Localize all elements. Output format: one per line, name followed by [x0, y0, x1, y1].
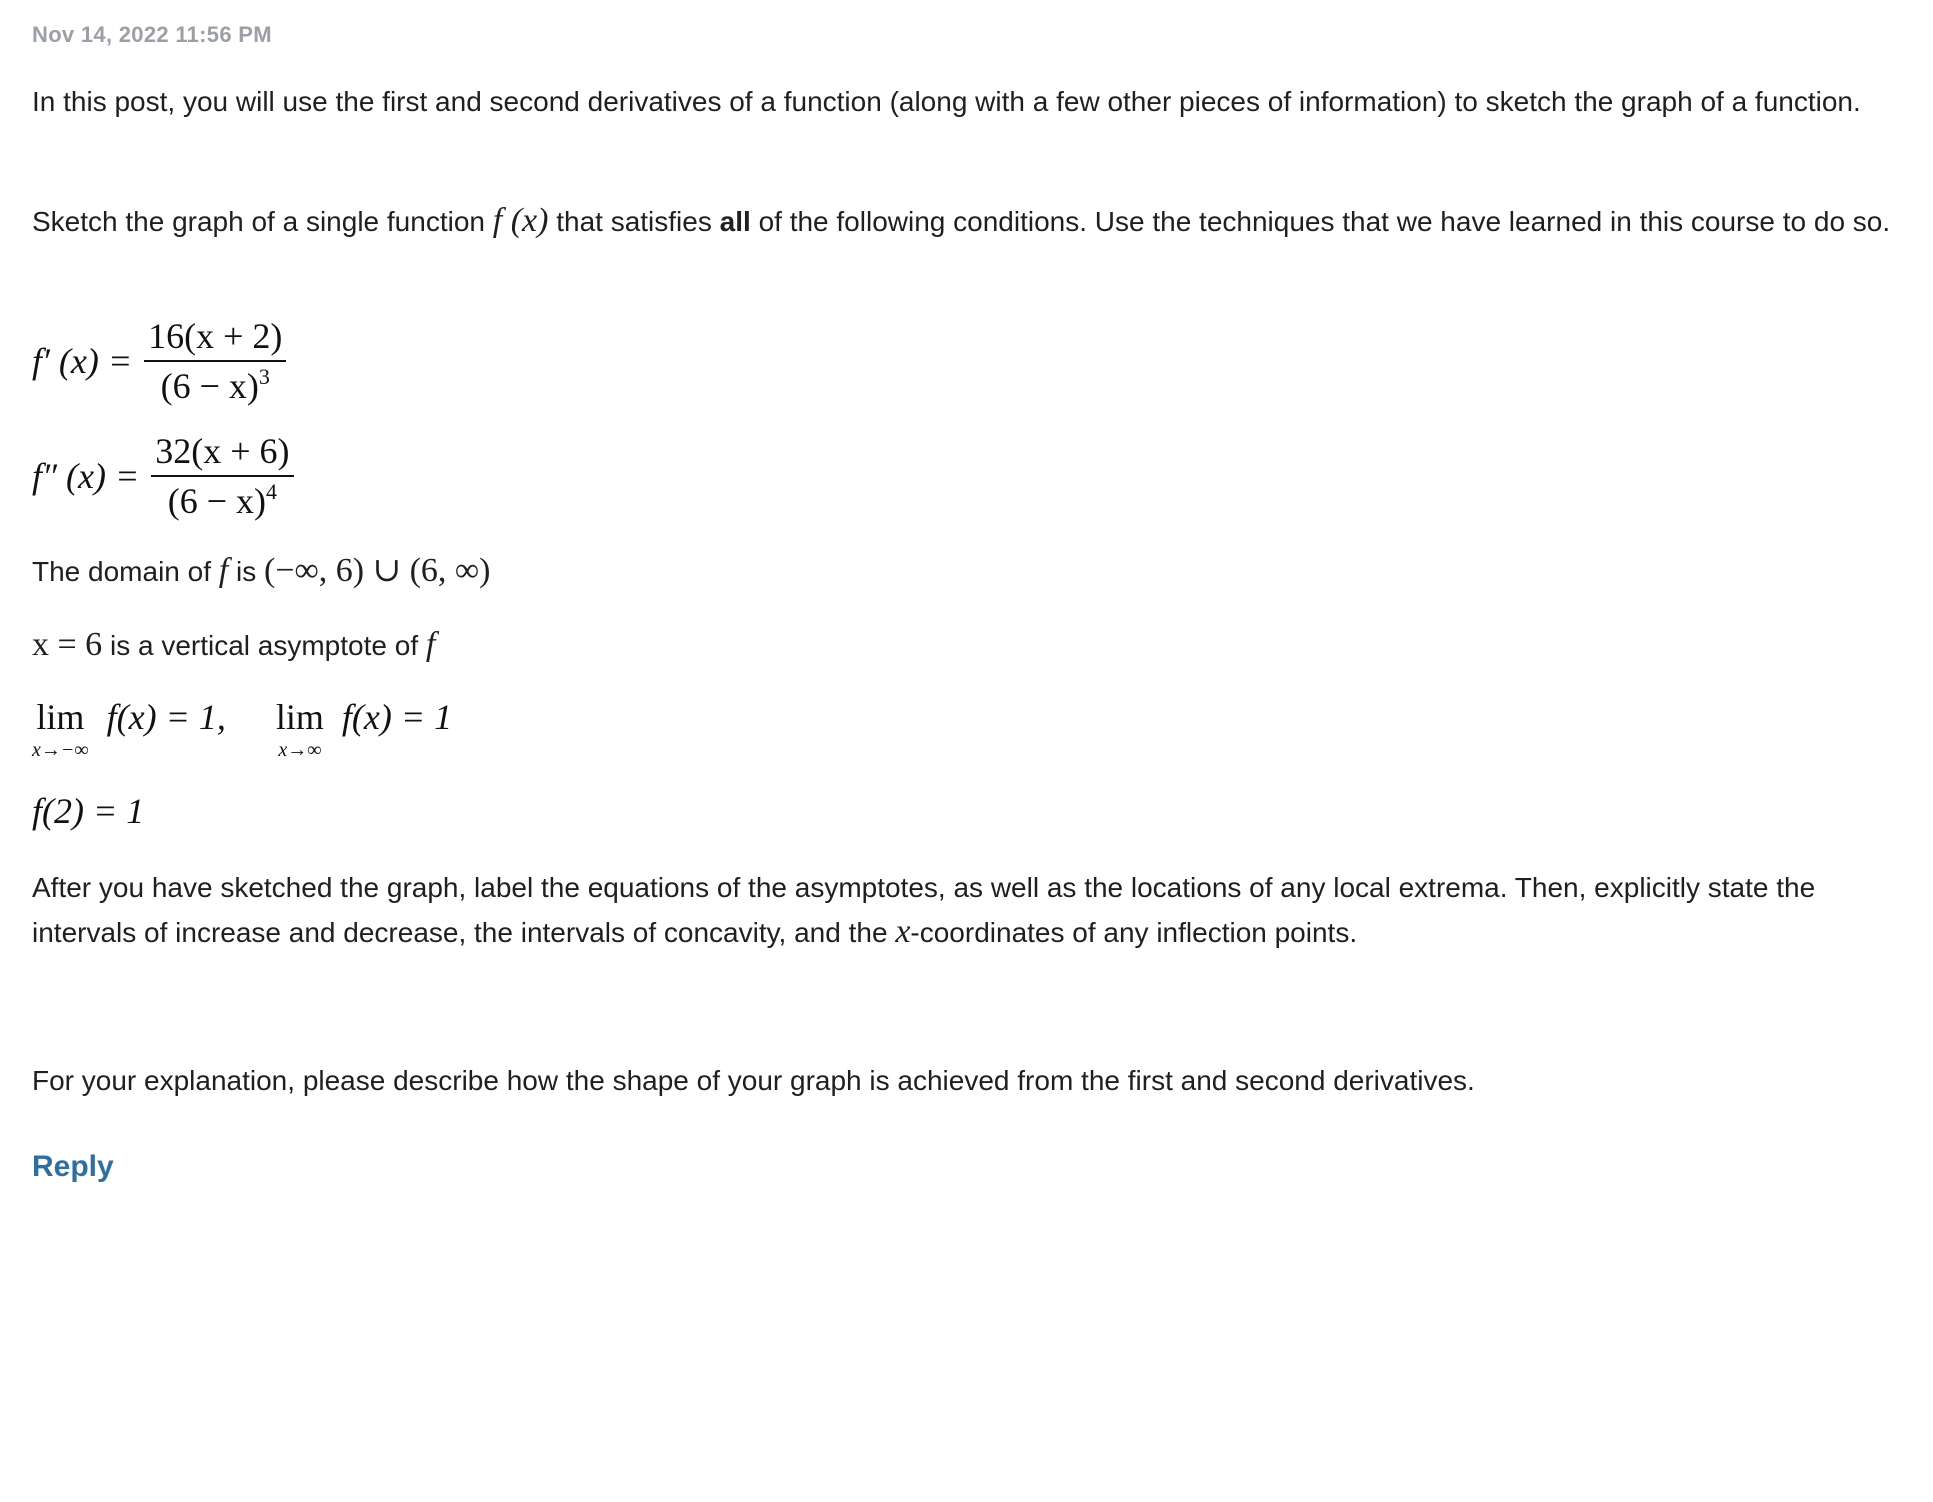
- asymptote-text: is a vertical asymptote of: [109, 630, 419, 661]
- sketch-paragraph: [32, 199, 1912, 244]
- second-derivative-denominator: [168, 477, 277, 521]
- first-derivative-numerator: 16(x + 2): [144, 316, 286, 362]
- after-suffix: -coordinates of any inflection points.: [910, 917, 1358, 948]
- limit-neg-infinity: [32, 697, 226, 761]
- second-derivative-den-base: (6 − x): [167, 481, 267, 521]
- asymptote-f: f: [425, 626, 436, 663]
- after-paragraph: [32, 866, 1912, 955]
- first-derivative-fraction: [144, 316, 286, 406]
- point-condition-text: f(2) = 1: [32, 791, 145, 831]
- first-derivative-lhs: f′ (x) =: [32, 341, 133, 381]
- asymptote-equation: x = 6: [32, 626, 103, 663]
- first-derivative-denominator: [161, 362, 270, 406]
- after-prefix: After you have sketched the graph, label the equations of the asymptotes, as well as the locations of any local extrema. Then, explicitly state the intervals of increase and decrease, the intervals of concavity, and the: [32, 872, 1816, 948]
- sketch-prefix: Sketch the graph of a single function: [32, 206, 485, 237]
- point-condition: [32, 790, 144, 832]
- limit-neg-subscript: x→−∞: [32, 739, 89, 761]
- domain-f: f: [218, 552, 229, 589]
- limit-pos-expression: f(x) = 1: [341, 697, 453, 737]
- limits-line: [32, 697, 452, 761]
- domain-interval: (−∞, 6) ∪ (6, ∞): [264, 552, 491, 589]
- explanation-paragraph: [32, 1059, 1912, 1103]
- intro-paragraph: [32, 80, 1912, 124]
- first-derivative-equation: [32, 316, 286, 406]
- sketch-mid: that satisfies: [556, 206, 712, 237]
- domain-line: [32, 549, 1912, 594]
- limit-neg-expression: f(x) = 1,: [106, 697, 226, 737]
- second-derivative-equation: [32, 431, 294, 521]
- function-symbol: f (x): [492, 202, 549, 239]
- intro-text: In this post, you will use the first and second derivatives of a function (along with a few other pieces of information) to sketch the graph of a function.: [32, 86, 1861, 117]
- second-derivative-fraction: [151, 431, 293, 521]
- post-timestamp: Nov 14, 2022 11:56 PM: [32, 22, 272, 47]
- sketch-bold-all: all: [719, 206, 751, 237]
- after-x: x: [895, 913, 911, 950]
- limit-pos-infinity: [276, 697, 452, 761]
- limit-neg-word: lim: [36, 697, 85, 737]
- limit-neg-operator: [32, 697, 89, 761]
- asymptote-line: [32, 623, 1912, 668]
- limit-pos-word: lim: [275, 697, 324, 737]
- second-derivative-exponent: 4: [266, 479, 278, 504]
- sketch-suffix: of the following conditions. Use the techniques that we have learned in this course to do so.: [758, 206, 1891, 237]
- second-derivative-lhs: f″ (x) =: [32, 456, 140, 496]
- limit-pos-operator: [276, 697, 324, 761]
- reply-link[interactable]: Reply: [32, 1150, 114, 1183]
- domain-prefix: The domain of: [32, 556, 211, 587]
- first-derivative-exponent: 3: [258, 364, 270, 389]
- limit-pos-subscript: x→∞: [278, 739, 322, 761]
- domain-is: is: [236, 556, 257, 587]
- explanation-text: For your explanation, please describe how the shape of your graph is achieved from the first and second derivatives.: [32, 1065, 1475, 1096]
- second-derivative-numerator: 32(x + 6): [151, 431, 293, 477]
- first-derivative-den-base: (6 − x): [160, 366, 259, 406]
